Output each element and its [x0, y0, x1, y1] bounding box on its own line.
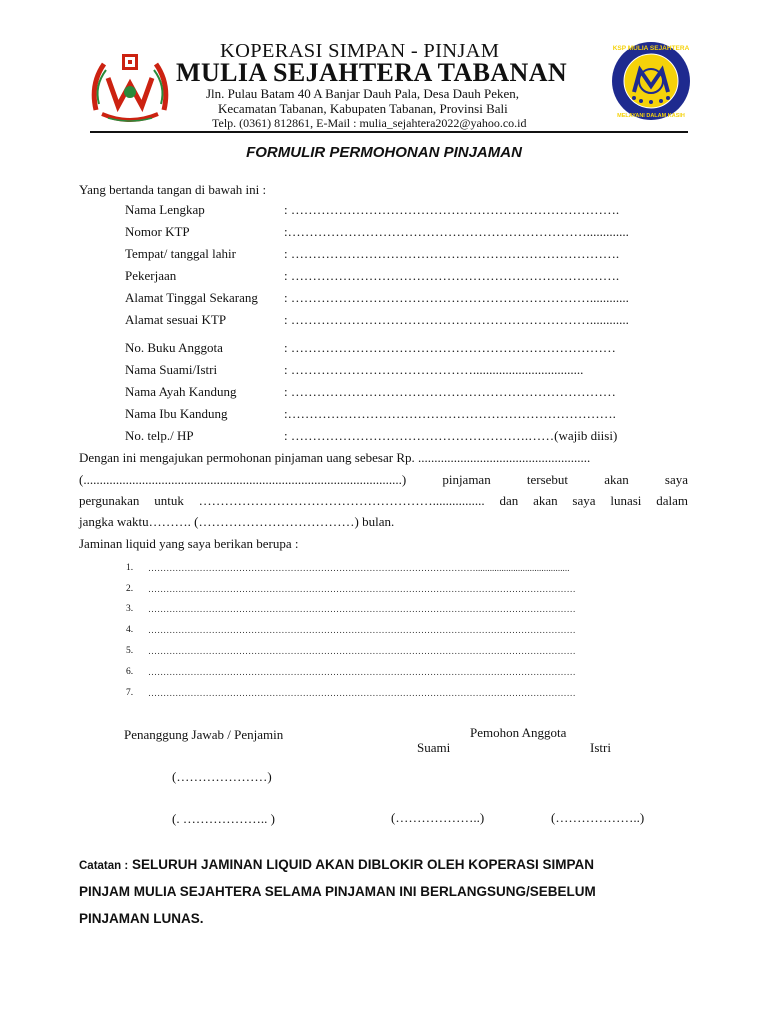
field-label-current-address: Alamat Tinggal Sekarang [125, 290, 258, 305]
collateral-num-2: 2. [126, 584, 134, 594]
collateral-dots-1: ………………………………………………………………………………………………........................................ [148, 563, 570, 573]
header-divider [90, 131, 688, 133]
field-value-ktp: :……………………………………………………………............. [284, 224, 629, 239]
field-value-ktp-address: : ……………………………………………………………............ [284, 312, 629, 327]
collateral-dots-3: …………………………………………………………………………………………………………………………… [148, 604, 576, 614]
note-lead: Catatan : [79, 860, 129, 872]
form-title: FORMULIR PERMOHONAN PINJAMAN [246, 144, 522, 161]
collateral-num-4: 4. [126, 625, 134, 635]
field-value-name: : …………………………………………………………………. [284, 202, 620, 217]
field-value-spouse: : …………………………………….................................. [284, 362, 584, 377]
collateral-dots-2: …………………………………………………………………………………………………………………………… [148, 584, 576, 594]
wife-label: Istri [590, 740, 611, 755]
collateral-dots-5: …………………………………………………………………………………………………………………………… [148, 646, 576, 656]
org-name-line2: MULIA SEJAHTERA TABANAN [176, 58, 568, 87]
note-line3: PINJAMAN LUNAS. [79, 911, 204, 926]
field-label-spouse: Nama Suami/Istri [125, 362, 218, 377]
collateral-num-5: 5. [126, 646, 134, 656]
request-line1: Dengan ini mengajukan permohonan pinjaman uang sebesar Rp. ..................................................... [79, 450, 591, 465]
logo-ring-text: KSP MULIA SEJAHTERA [612, 45, 690, 52]
form-intro: Yang bertanda tangan di bawah ini : [79, 182, 267, 197]
collateral-num-6: 6. [126, 667, 134, 677]
field-label-mother: Nama Ibu Kandung [125, 406, 228, 421]
signature-blank-wife: (………………..) [551, 810, 645, 825]
signature-blank-guarantor-2: (. ……………….. ) [172, 811, 275, 826]
field-label-birth: Tempat/ tanggal lahir [125, 246, 236, 261]
request-line2: (..................................................................................................) pinjaman tersebut akan saya [79, 472, 688, 487]
field-value-father: : ………………………………………………………………… [284, 384, 616, 399]
address-line1: Jln. Pulau Batam 40 A Banjar Dauh Pala, Desa Dauh Peken, [206, 86, 520, 101]
collateral-intro: Jaminan liquid yang saya berikan berupa : [79, 536, 299, 551]
request-line4: jangka waktu………. (………………………………) bulan. [79, 514, 395, 529]
field-value-mother: :…………………………………………………………………. [284, 406, 616, 421]
applicant-label: Pemohon Anggota [470, 725, 567, 740]
field-label-ktp-address: Alamat sesuai KTP [125, 312, 227, 327]
collateral-dots-6: …………………………………………………………………………………………………………………………… [148, 667, 576, 677]
field-value-current-address: : ……………………………………………………………............ [284, 290, 629, 305]
contact-line: Telp. (0361) 812861, E-Mail : mulia_sejahtera2022@yahoo.co.id [212, 116, 527, 130]
field-value-birth: : …………………………………………………………………. [284, 246, 620, 261]
note-line1 [79, 857, 594, 872]
field-value-phone: : ……………………………………………….……(wajib diisi) [284, 428, 618, 443]
field-value-member-book: : ………………………………………………………………… [284, 340, 616, 355]
husband-label: Suami [417, 740, 451, 755]
field-label-father: Nama Ayah Kandung [125, 384, 237, 399]
org-name-line1: KOPERASI SIMPAN - PINJAM [220, 40, 500, 62]
request-line3: pergunakan untuk ………………………………………………................ dan akan saya lunasi dalam [79, 493, 688, 508]
field-label-phone: No. telp./ HP [125, 428, 194, 443]
collateral-num-7: 7. [126, 688, 134, 698]
collateral-dots-7: …………………………………………………………………………………………………………………………… [148, 688, 576, 698]
note-text-1: SELURUH JAMINAN LIQUID AKAN DIBLOKIR OLEH KOPERASI SIMPAN [131, 857, 594, 872]
logo-bottom-text: MELAYANI DALAM KASIH [617, 113, 685, 119]
collateral-num-1: 1. [126, 563, 134, 573]
signature-blank-guarantor-1: (…………………) [172, 769, 272, 784]
ksp-mulia-sejahtera-logo [610, 40, 692, 122]
note-line2: PINJAM MULIA SEJAHTERA SELAMA PINJAMAN INI BERLANGSUNG/SEBELUM [79, 884, 596, 899]
field-label-ktp: Nomor KTP [125, 224, 190, 239]
field-value-job: : …………………………………………………………………. [284, 268, 620, 283]
field-label-member-book: No. Buku Anggota [125, 340, 223, 355]
field-label-job: Pekerjaan [125, 268, 177, 283]
collateral-num-3: 3. [126, 604, 134, 614]
field-label-name: Nama Lengkap [125, 202, 205, 217]
guarantor-label: Penanggung Jawab / Penjamin [124, 727, 284, 742]
cooperative-emblem-logo [88, 48, 172, 124]
signature-blank-husband: (………………..) [391, 810, 485, 825]
address-line2: Kecamatan Tabanan, Kabupaten Tabanan, Provinsi Bali [218, 101, 508, 116]
collateral-dots-4: …………………………………………………………………………………………………………………………… [148, 625, 576, 635]
